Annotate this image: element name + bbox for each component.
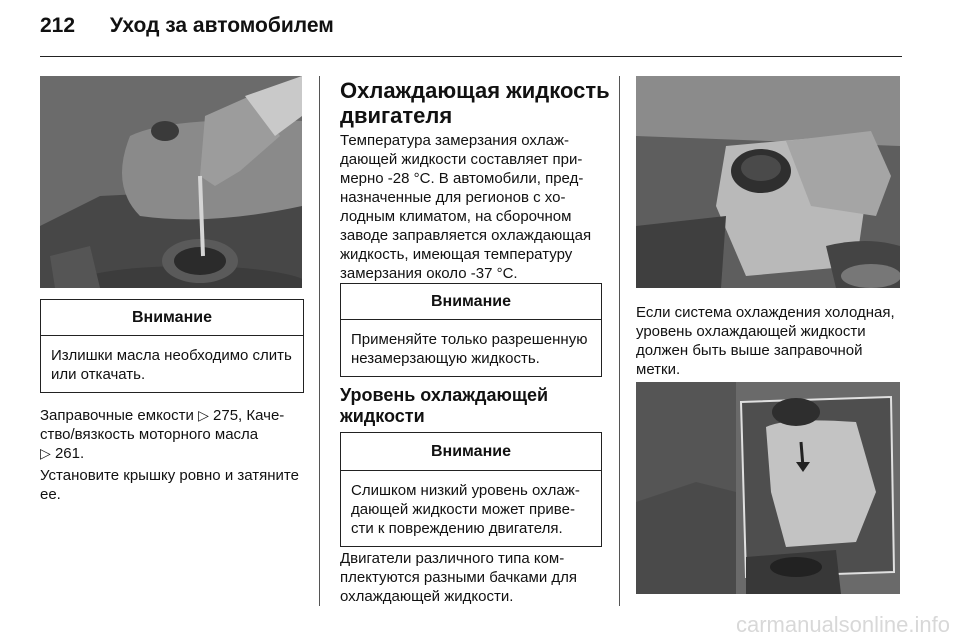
notice-heading: Внимание [41,300,303,336]
oil-filling-photo [40,76,302,288]
column-divider-2 [619,76,620,606]
coolant-level-paragraph: Если система охлаждения холодная, уровень охлаждающей жидкости должен быть выше заправочной метки. [636,304,895,378]
ref-arrow-icon: ▷ [198,407,209,423]
column-divider-1 [319,76,320,606]
notice-text: Слишком низкий уровень охлаждающей жидкости может привести к повреждению двигателя. [351,482,580,537]
page-ref-link[interactable]: 261 [54,445,80,462]
engines-paragraph: Двигатели различного типа комплектуются разными бачками для охлаждающей жидкости. [340,550,578,605]
header-rule [40,56,902,57]
notice-text: Применяйте только разрешенную незамерзающую жидкость. [351,331,588,367]
page-header [40,14,334,38]
coolant-notice-2 [340,432,602,547]
coolant-notice-1 [340,283,602,377]
coolant-level-photo [636,382,900,594]
coolant-title: Охлаждающая жидкость двигателя [340,78,610,128]
coolant-intro: Температура замерзания охлаждающей жидкости составляет примерно -28 °C. В автомобили, предназначенные для регионов с холодным климатом, на сборочном заводе заправляется охлаждающая жидкость, имеющая температуру замерзания около -37 °C. [340,132,592,282]
oil-notice [40,299,304,393]
watermark-link[interactable]: carmanualsonline.info [735,612,950,637]
notice-heading: Внимание [341,433,601,471]
page-ref-link[interactable]: 275 [213,407,239,424]
cap-paragraph: Установите крышку ровно и затяните ее. [40,467,299,503]
page-number: 212 [40,14,76,37]
coolant-reservoir-photo [636,76,900,288]
page-title: Уход за автомобилем [109,14,334,37]
notice-heading: Внимание [341,284,601,320]
coolant-level-subtitle: Уровень охлаждающей жидкости [340,385,549,426]
notice-text: Излишки масла необходимо слить или откачать. [51,347,292,383]
capacities-paragraph: Заправочные емкости ▷ 275, Качество/вязкость моторного масла ▷ 261. [40,407,285,462]
ref-arrow-icon: ▷ [40,445,51,461]
